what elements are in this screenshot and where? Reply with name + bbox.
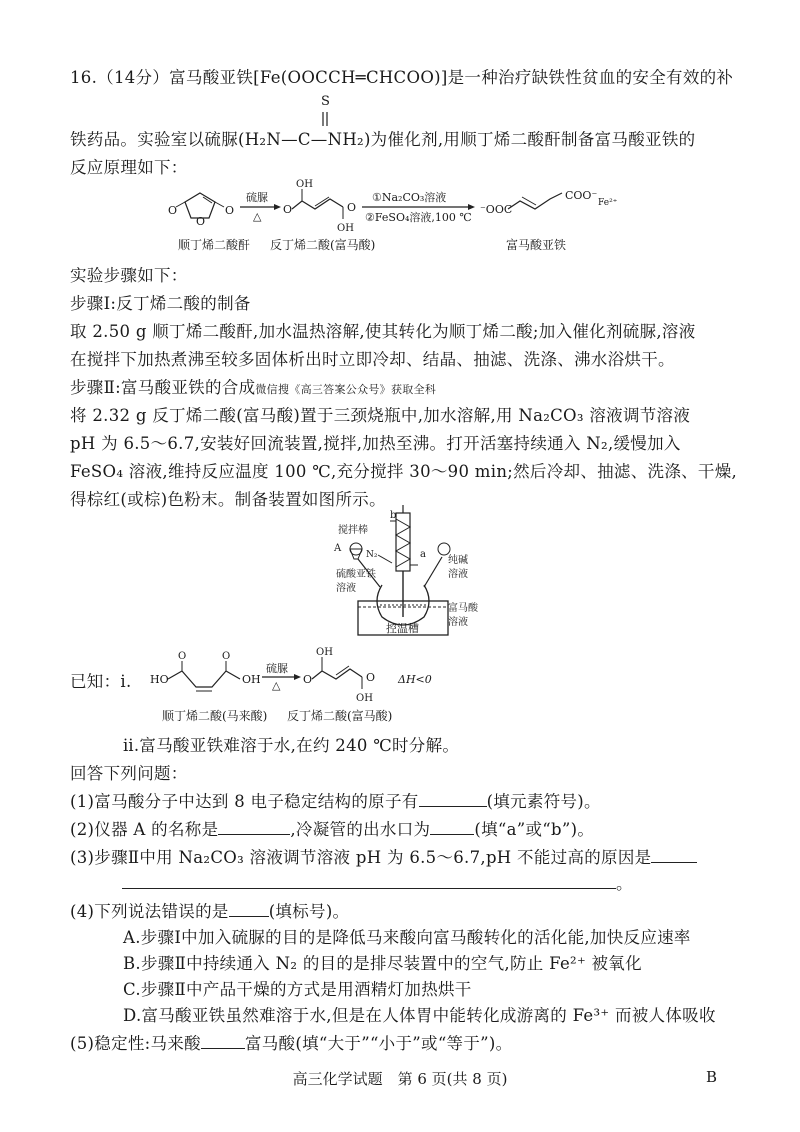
questions-heading: 回答下列问题： [70, 764, 188, 783]
reaction-scheme-1 [0, 175, 800, 245]
answer-blank-1[interactable] [419, 792, 487, 807]
label-ferrous-fumarate: 富马酸亚铁 [506, 238, 567, 252]
label-fum-2: 溶液 [448, 617, 468, 628]
svg-text:OH: OH [242, 673, 261, 686]
product-ooc: ⁻OOC [480, 203, 513, 216]
fumaric-2-oh-top: OH [316, 647, 333, 658]
label-A: A [334, 543, 342, 554]
arrow-2-step-b: ②FeSO₄溶液,100 ℃ [365, 211, 472, 224]
question-1: (1)富马酸分子中达到 8 电子稳定结构的原子有 (填元素符号)。 [70, 792, 601, 811]
thiourea-sulfur: S [321, 94, 330, 109]
reaction-scheme-2 [0, 645, 800, 705]
svg-text:O: O [283, 203, 293, 216]
known-ii: ⅱ.富马酸亚铁难溶于水,在约 240 ℃时分解。 [123, 736, 460, 755]
maleic-anhydride-structure [168, 193, 234, 228]
question-3: (3)步骤Ⅱ中用 Na₂CO₃ 溶液调节溶液 pH 为 6.5～6.7,pH 不能过高的原因是 [70, 844, 697, 868]
label-a: a [420, 549, 426, 560]
arrow-2-step-a: ①Na₂CO₃溶液 [372, 191, 447, 204]
label-b: b [390, 510, 397, 521]
ferrous-fumarate-structure [480, 189, 618, 216]
step-2-line-3: FeSO₄ 溶液,维持反应温度 100 ℃,充分搅拌 30～90 min;然后冷却、抽滤、洗涤、干燥, [70, 462, 738, 481]
svg-text:O: O [347, 201, 357, 214]
fumaric-oh-bottom: OH [337, 223, 354, 234]
anhydride-o-right: O [225, 204, 235, 217]
label-feso4-1: 硫酸亚铁 [336, 569, 376, 580]
maleic-acid-structure [150, 651, 261, 691]
maleic-o-top: O [178, 651, 187, 662]
anhydride-o-ring: O [196, 215, 206, 228]
thiourea-double-bond [0, 0, 800, 140]
svg-text:硫脲: 硫脲 [266, 662, 288, 675]
product-fe: Fe²⁺ [598, 198, 618, 208]
svg-text:HO: HO [150, 673, 169, 686]
question-16-line-1: 16.（14分）富马酸亚铁[Fe(OOCCH═CHCOO)]是一种治疗缺铁性贫血的安全有效的补 [70, 68, 734, 87]
option-c: C.步骤Ⅱ中产品干燥的方式是用酒精灯加热烘干 [123, 980, 472, 999]
svg-text:O: O [303, 673, 313, 686]
anhydride-o-left: O [168, 204, 178, 217]
watermark-text: 微信搜《高三答案公众号》获取全科 [255, 383, 437, 396]
step-2-line-1: 将 2.32 g 反丁烯二酸(富马酸)置于三颈烧瓶中,加水溶解,用 Na₂CO₃ 溶液调节溶液 [70, 406, 691, 425]
answer-blank-5[interactable] [201, 1034, 245, 1049]
label-n2: N₂ [366, 550, 378, 560]
answer-blank-3b[interactable] [122, 874, 616, 889]
answer-blank-2b[interactable] [430, 820, 474, 835]
option-d: D.富马酸亚铁虽然难溶于水,但是在人体胃中能转化成游离的 Fe³⁺ 而被人体吸收 [123, 1006, 716, 1025]
question-5: (5)稳定性:马来酸 富马酸(填“大于”“小于”或“等于”)。 [70, 1034, 513, 1053]
label-stirrer: 搅拌棒 [338, 525, 368, 536]
step-1-line-2: 在搅拌下加热煮沸至较多固体析出时立即冷却、结晶、抽滤、洗涤、沸水浴烘干。 [70, 350, 675, 369]
product-coo: COO⁻ [565, 189, 598, 202]
step-2-line-4: 得棕红(或棕)色粉末。制备装置如图所示。 [70, 490, 386, 509]
step-2-title-row [70, 374, 436, 398]
option-b: B.步骤Ⅱ中持续通入 N₂ 的目的是排尽装置中的空气,防止 Fe²⁺ 被氧化 [123, 954, 642, 973]
question-16-line-3: 反应原理如下： [70, 158, 188, 177]
fumaric-acid-structure [283, 179, 356, 234]
label-soda-2: 溶液 [448, 569, 468, 580]
arrow-1-heat: △ [253, 210, 262, 223]
delta-h: ΔH<0 [398, 673, 432, 686]
label-bath: 控温槽 [386, 622, 419, 635]
step-1-title: 步骤Ⅰ:反丁烯二酸的制备 [70, 294, 251, 313]
fumaric-2-oh-bottom: OH [356, 693, 373, 704]
question-4: (4)下列说法错误的是 (填标号)。 [70, 902, 350, 921]
answer-blank-2a[interactable] [218, 820, 290, 835]
label-feso4-2: 溶液 [336, 583, 356, 594]
label-anhydride: 顺丁烯二酸酐 [178, 238, 251, 252]
question-2: (2)仪器 A 的名称是 ,冷凝管的出水口为 (填“a”或“b”)。 [70, 820, 595, 839]
steps-heading: 实验步骤如下： [70, 266, 188, 285]
step-2-line-2: pH 为 6.5～6.7,安装好回流装置,搅拌,加热至沸。打开活塞持续通入 N₂,缓慢加入 [70, 434, 681, 453]
answer-blank-4[interactable] [229, 902, 269, 917]
step-1-line-1: 取 2.50 g 顺丁烯二酸酐,加水温热溶解,使其转化为顺丁烯二酸;加入催化剂硫脲,溶液 [70, 322, 696, 341]
label-fumaric-acid-2: 反丁烯二酸(富马酸) [287, 709, 393, 723]
label-soda-1: 纯碱 [448, 555, 468, 566]
answer-blank-3a[interactable] [651, 848, 697, 863]
svg-text:O: O [366, 671, 376, 684]
question-3-cont: 。 [122, 870, 633, 894]
label-maleic-acid: 顺丁烯二酸(马来酸) [162, 709, 268, 723]
apparatus-diagram [320, 505, 490, 640]
step-2-title: 步骤Ⅱ:富马酸亚铁的合成 [70, 378, 256, 397]
maleic-o-top-2: O [222, 651, 231, 662]
label-fum-1: 富马酸 [448, 603, 478, 614]
known-prefix: 已知：ⅰ. [70, 672, 132, 691]
svg-text:△: △ [272, 679, 281, 692]
question-16-line-2: 铁药品。实验室以硫脲(H₂N—C—NH₂)为催化剂,用顺丁烯二酸酐制备富马酸亚铁的 [70, 130, 696, 149]
label-fumaric-acid: 反丁烯二酸(富马酸) [270, 238, 376, 252]
option-a: A.步骤Ⅰ中加入硫脲的目的是降低马来酸向富马酸转化的活化能,加快反应速率 [123, 928, 691, 947]
arrow-1-catalyst: 硫脲 [246, 191, 268, 204]
fumaric-oh-top: OH [296, 179, 313, 190]
fumaric-acid-structure-2 [303, 647, 375, 704]
version-mark: B [706, 1068, 718, 1086]
page-footer: 高三化学试题 第 6 页(共 8 页) [292, 1070, 508, 1088]
